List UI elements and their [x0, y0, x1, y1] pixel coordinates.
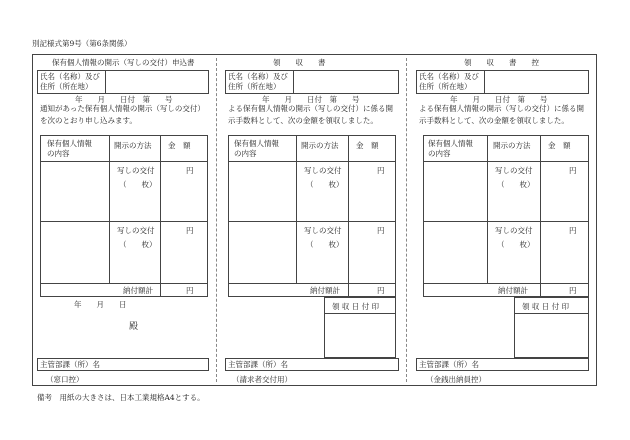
- receipt-text: よる保有個人情報の開示（写しの交付）に係る開示手数料として、次の金額を領収しました。: [228, 104, 393, 125]
- panel-title: 領 収 書: [273, 58, 326, 67]
- panel-footer: （金銭出納員控）: [426, 375, 486, 384]
- amount-yen: 円: [569, 226, 577, 235]
- method-copy: 写しの交付: [117, 166, 155, 175]
- fee-table: [423, 135, 589, 297]
- date-number-line: 年 月 日付 第 号: [262, 95, 360, 104]
- amount-yen: 円: [377, 226, 385, 235]
- col-method-header: 開示の方法: [493, 141, 531, 150]
- total-label: 納付額計: [310, 286, 340, 295]
- panel-title: 保有個人情報の開示（写しの交付）申込書: [52, 58, 195, 67]
- method-count: （ 枚）: [497, 180, 535, 189]
- honorific: 殿: [129, 322, 139, 332]
- amount-yen: 円: [569, 166, 577, 175]
- method-count: （ 枚）: [306, 240, 344, 249]
- date-number-line: 年 月 日付 第 号: [75, 95, 173, 104]
- dept-label: 主管部課（所）名: [419, 360, 479, 369]
- amount-yen: 円: [186, 226, 194, 235]
- method-copy: 写しの交付: [495, 166, 533, 175]
- fee-table: [40, 135, 208, 297]
- address-label: 住所（所在地）: [228, 82, 281, 91]
- col-amount-header: 金 額: [168, 141, 191, 150]
- total-yen: 円: [569, 286, 577, 295]
- total-label: 納付額計: [123, 286, 153, 295]
- fee-table: [228, 135, 396, 297]
- dept-label: 主管部課（所）名: [228, 360, 288, 369]
- method-count: （ 枚）: [119, 180, 157, 189]
- receipt-copy-text: よる保有個人情報の開示（写しの交付）に係る開示手数料として、次の金額を領収しました。: [419, 104, 584, 125]
- address-label: 住所（所在地）: [419, 82, 472, 91]
- method-count: （ 枚）: [119, 240, 157, 249]
- method-copy: 写しの交付: [304, 226, 342, 235]
- method-copy: 写しの交付: [304, 166, 342, 175]
- panel-separator: [216, 58, 217, 382]
- method-count: （ 枚）: [306, 180, 344, 189]
- application-date: 年 月 日: [74, 300, 127, 309]
- application-text: 通知があった保有個人情報の開示（写しの交付）を次のとおり申し込みます。: [40, 104, 205, 125]
- col-info-header: 保有個人情報: [234, 139, 279, 148]
- stamp-label: 領 収 日 付 印: [522, 302, 570, 311]
- col-amount-header: 金 額: [548, 141, 571, 150]
- total-yen: 円: [377, 286, 385, 295]
- name-label: 氏名（名称）及び: [40, 72, 100, 81]
- total-label: 納付額計: [498, 286, 528, 295]
- col-amount-header: 金 額: [356, 141, 379, 150]
- dept-label: 主管部課（所）名: [40, 360, 100, 369]
- panel-footer: （請求者交付用）: [232, 375, 292, 384]
- method-copy: 写しの交付: [117, 226, 155, 235]
- col-info-header: 保有個人情報: [47, 139, 92, 148]
- name-label: 氏名（名称）及び: [419, 72, 479, 81]
- form-label: 別記様式第9号（第6条関係）: [32, 39, 132, 48]
- panel-title: 領 収 書 控: [464, 58, 539, 67]
- method-count: （ 枚）: [497, 240, 535, 249]
- panel-separator: [406, 58, 407, 382]
- col-method-header: 開示の方法: [114, 141, 152, 150]
- method-copy: 写しの交付: [495, 226, 533, 235]
- amount-yen: 円: [377, 166, 385, 175]
- panel-footer: （窓口控）: [46, 375, 84, 384]
- paper-size-note: 備考 用紙の大きさは、日本工業規格A4とする。: [37, 393, 205, 402]
- amount-yen: 円: [186, 166, 194, 175]
- total-yen: 円: [186, 286, 194, 295]
- col-method-header: 開示の方法: [301, 141, 339, 150]
- address-label: 住所（所在地）: [40, 82, 93, 91]
- stamp-label: 領 収 日 付 印: [332, 302, 380, 311]
- date-number-line: 年 月 日付 第 号: [450, 95, 548, 104]
- name-label: 氏名（名称）及び: [228, 72, 288, 81]
- col-info-header: 保有個人情報: [428, 139, 473, 148]
